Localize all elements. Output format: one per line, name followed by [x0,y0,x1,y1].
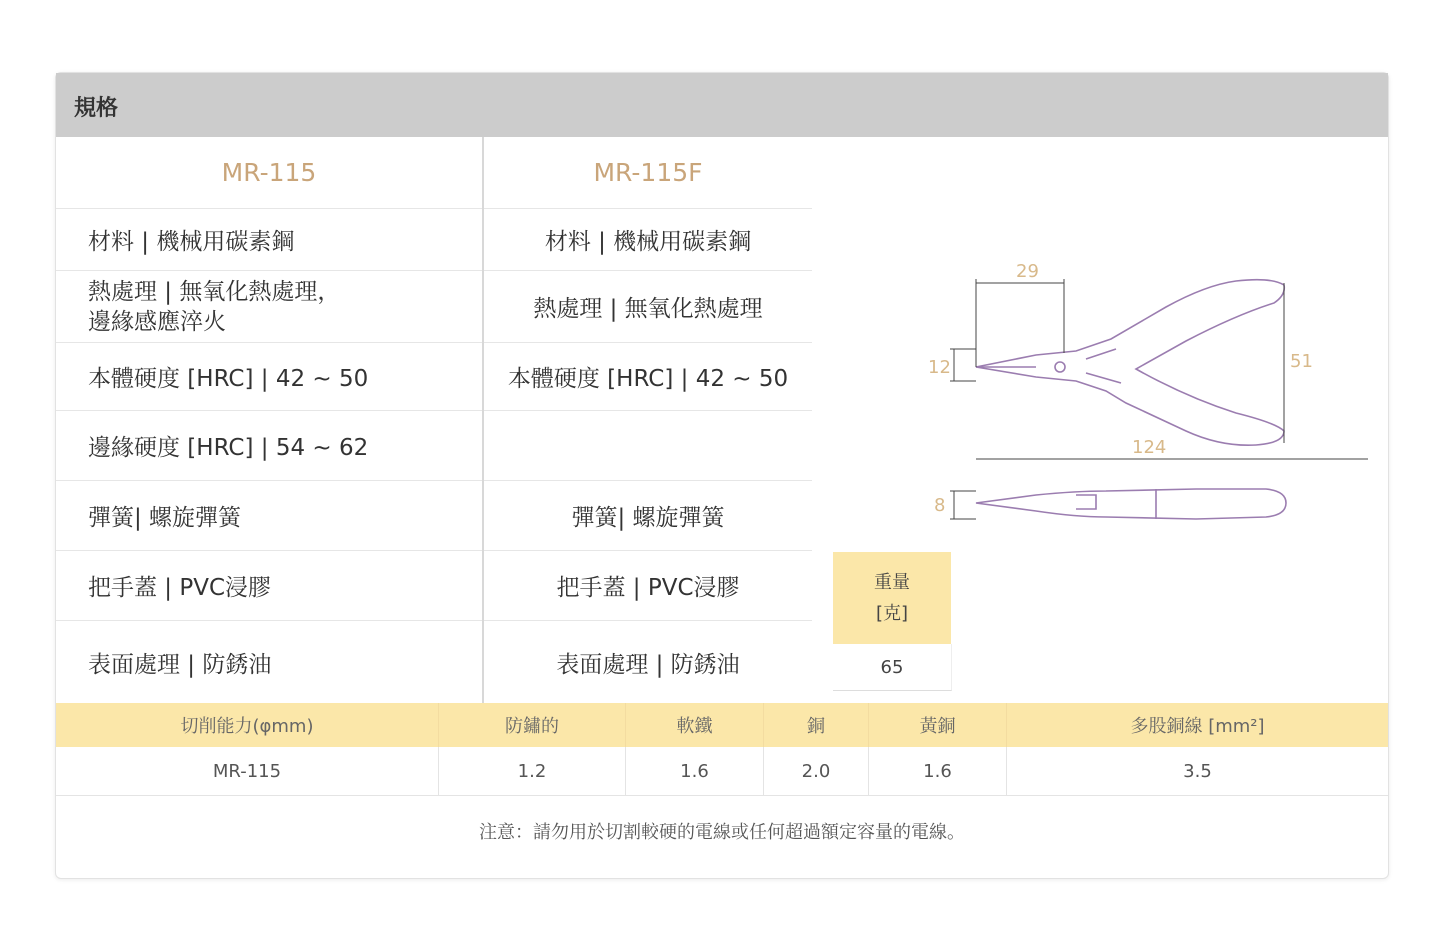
cell-brass: 1.6 [869,747,1007,795]
spec-body-hardness: 本體硬度 [HRC] | 42 ~ 50 [56,343,482,411]
spec-material: 材料 | 機械用碳素鋼 [484,209,812,271]
dim-29-text: 29 [1016,261,1039,282]
header-piano-wire: 防鏽的 [439,703,626,747]
weight-label: 重量 [874,572,910,593]
spec-heat-treatment [56,271,482,343]
header-soft-iron: 軟鐵 [626,703,764,747]
header-cutting-capacity: 切削能力(φmm) [56,703,439,747]
spec-card [55,72,1389,879]
pliers-side-outline [976,489,1286,519]
spec-heat-treatment-text: 熱處理 | 無氧化熱處理， 邊緣感應淬火 [88,278,341,335]
spec-heat-treatment: 熱處理 | 無氧化熱處理 [484,271,812,343]
weight-box [833,552,951,690]
model-name: MR-115F [484,137,812,209]
header-stranded-copper: 多股銅線 [mm²] [1130,716,1265,737]
weight-unit: [克] [875,603,909,624]
pliers-side-detail [1076,489,1156,519]
spec-edge-hardness-empty [484,411,812,481]
dim-124-text: 124 [1132,437,1167,458]
pliers-top-outline [976,280,1284,446]
model-column-mr115f [482,137,812,703]
dim-12-text: 12 [928,357,951,378]
spec-material: 材料 | 機械用碳素鋼 [56,209,482,271]
cell-stranded-copper: 3.5 [1183,760,1212,782]
note-text: 注意：請勿用於切割較硬的電線或任何超過額定容量的電線。 [479,822,965,843]
pliers-dimension-drawing [928,261,1386,543]
weight-value: 65 [833,644,952,691]
table-row [56,747,1388,796]
spec-handle: 把手蓋 | PVC浸膠 [484,551,812,621]
spec-surface: 表面處理 | 防銹油 [88,651,272,678]
spec-spring: 彈簧| 螺旋彈簧 [56,481,482,551]
cell-model: MR-115 [56,747,439,795]
spec-spring: 彈簧| 螺旋彈簧 [484,481,812,551]
dim-51-text: 51 [1290,351,1313,372]
cell-soft-iron: 1.6 [626,747,764,795]
header-copper: 銅 [764,703,869,747]
table-header-row [56,703,1388,747]
spec-handle: 把手蓋 | PVC浸膠 [56,551,482,621]
cell-piano-wire: 1.2 [439,747,626,795]
model-name: MR-115 [56,137,482,209]
spec-surface: 表面處理 | 防銹油 [556,651,740,678]
card-title: 規格 [74,96,119,121]
header-brass: 黃銅 [869,703,1007,747]
dim-8-text: 8 [934,495,946,516]
pliers-pivot [1055,362,1065,372]
spec-edge-hardness: 邊緣硬度 [HRC] | 54 ~ 62 [56,411,482,481]
spec-body-hardness: 本體硬度 [HRC] | 42 ~ 50 [484,343,812,411]
model-column-mr115 [56,137,482,703]
pliers-spring [1086,349,1121,383]
dim-8-line [950,491,976,519]
weight-header [833,552,951,644]
cell-copper: 2.0 [764,747,869,795]
dim-12-line [950,349,976,381]
card-header [56,73,1388,137]
